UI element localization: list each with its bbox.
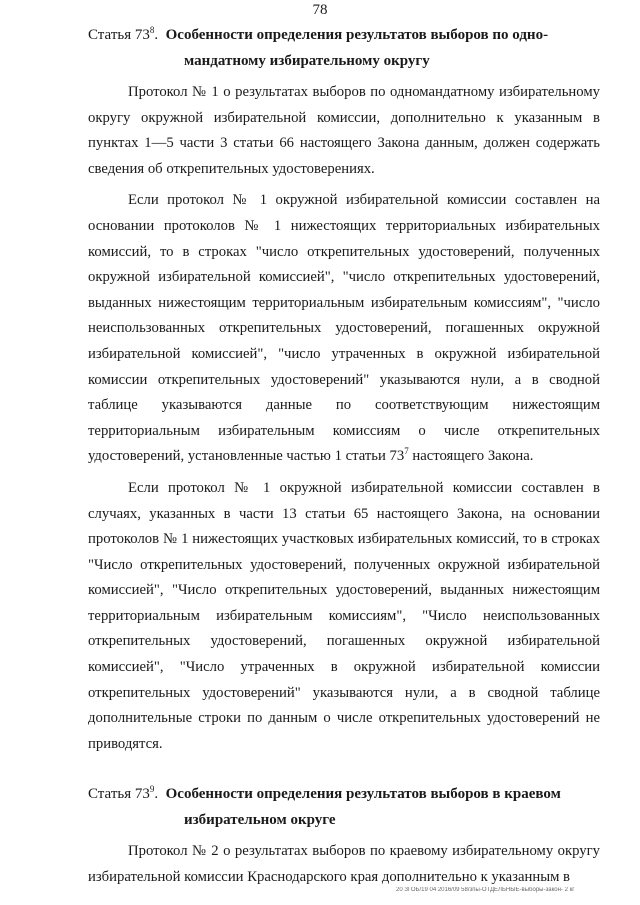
article-label: Статья 73 (88, 27, 150, 43)
article-superscript: 9 (149, 784, 155, 795)
paragraph-protocol-1: Протокол № 1 о результатах выборов по одномандатному избирательному округу окружной избирательной комиссии, дополнительно к указанным в пунктах 1—5 части 3 статьи 66 настоящего Закона данным, должен содержать сведения об открепительных удостоверениях. (88, 84, 600, 177)
article-superscript: 8 (149, 25, 155, 35)
document-body (88, 22, 600, 891)
article-title: Особенности определения результатов выборов по одно- (165, 27, 549, 43)
paragraph-protocol-2: Протокол № 2 о результатах выборов по краевому избирательному округу избирательной комиссии Краснодарского края дополнительно к указанным в (88, 843, 600, 886)
article-superscript: 7 (404, 446, 409, 457)
article-title: Особенности определения результатов выборов в краевом (165, 786, 561, 803)
paragraph-text-end: настоящего Закона. (408, 448, 534, 465)
paragraph-precinct: Если протокол № 1 окружной избирательной комиссии составлен в случаях, указанных в части 13 статьи 65 настоящего Закона, на основании протоколов № 1 нижестоящих участковых избирательных комиссий, то в строках "Число открепительных удостоверений, полученных окружной избирательной комиссией", "Число открепительных удостоверений, выданных нижестоящим территориальным избирательным комиссиям", "Число неиспользованных открепительных удостоверений, погашенных окружной избирательной комиссией", "Число утраченных в окружной избирательной комиссии открепительных удостоверений" указываются нули, а в сводной таблице дополнительные строки по данным о числе открепительных удостоверений не приводятся. (88, 479, 600, 752)
article-73-9-heading: Статья $73^9$. Особенности определения результатов выборов в краевом избирательном округе (88, 781, 600, 833)
article-title-continuation: избирательном округе (184, 812, 336, 829)
document-footer: 20 ЗГОБ/19 04 2016/09 58/зпы-ОТДЕЛЬНЫЕ-выборы-закон- 2 кг (396, 887, 575, 893)
article-label: Статья 73 (88, 786, 150, 803)
paragraph-text: Если протокол № 1 окружной избирательной комиссии составлен на основании протоколов № 1 нижестоящих территориальных избирательных комиссий, то в строках "число открепительных удостоверений, полученных окружной избирательной комиссией", "число открепительных удостоверений, выданных нижестоящим территориальным избирательным комиссиям", "число неиспользованных открепительных удостоверений, погашенных окружной избирательной комиссией", "число утраченных в окружной избирательной комиссии открепительных удостоверений" указываются нули, а в сводной таблице указываются данные по соответствующим нижестоящим территориальным избирательным комиссиям о числе открепительных удостоверений, установленные частью 1 статьи 73 (88, 192, 600, 465)
page-number: 78 (312, 2, 328, 18)
paragraph-territorial (88, 188, 600, 470)
article-73-8-heading: Статья $73^8$. Особенности определения результатов выборов по одно- мандатному избирательному округу (88, 22, 600, 74)
article-title-continuation: мандатному избирательному округу (184, 53, 430, 69)
